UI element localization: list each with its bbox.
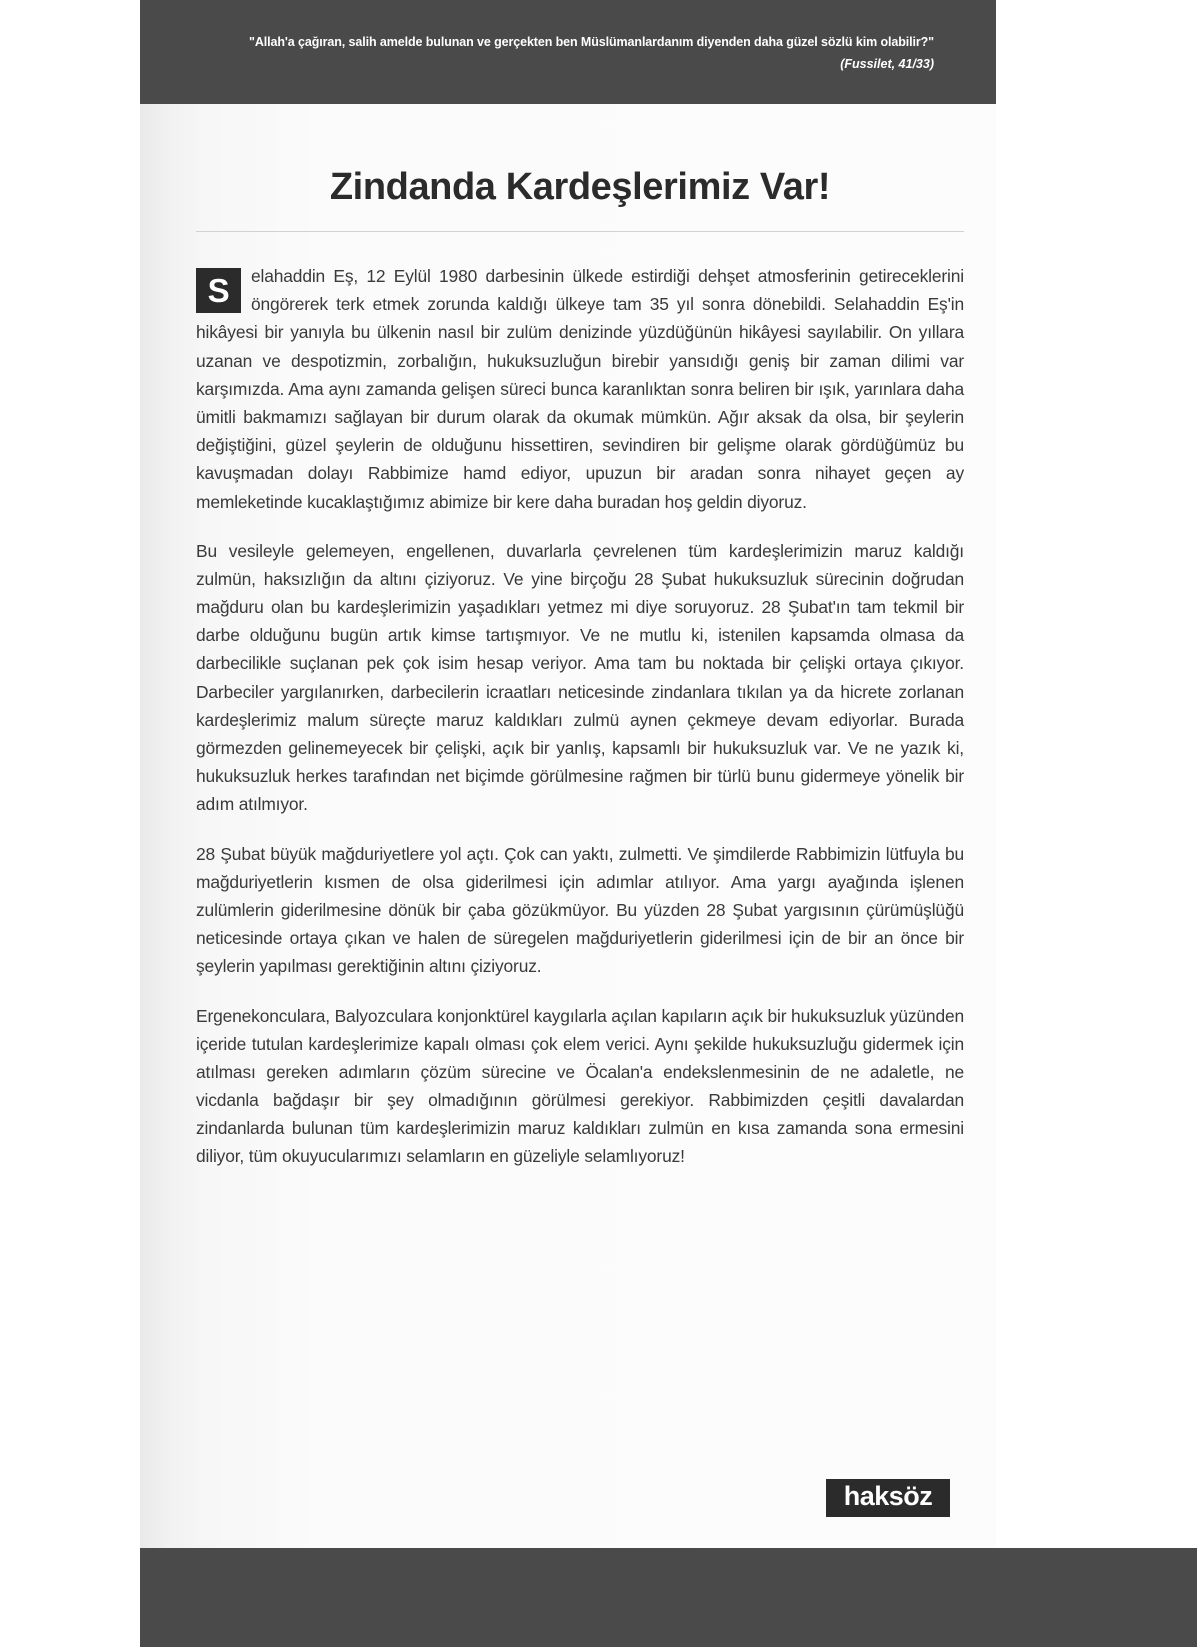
bottom-band <box>140 1548 1197 1647</box>
quote-text: "Allah'a çağıran, salih amelde bulunan ve gerçekten ben Müslümanlardanım diyenden daha güzel sözlü kim olabilir?" <box>249 35 934 50</box>
paragraph-1-text: elahaddin Eş, 12 Eylül 1980 darbesinin ülkede estirdiği dehşet atmosferinin getireceklerini öngörerek terk etmek zorunda kaldığı ülkeye tam 35 yıl sonra dönebildi. Selahaddin Eş'in hikâyesi bir yanıyla bu ülkenin nasıl bir zulüm denizinde yüzdüğünün hikâyesi sayılabilir. On yıllara uzanan ve despotizmin, zorbalığın, hukuksuzluğun birebir yansıdığı geniş bir zaman dilimi var karşımızda. Ama aynı zamanda gelişen süreci bunca karanlıktan sonra beliren bir ışık, yarınlara daha ümitli bakmamızı sağlayan bir durum olarak da okumak mümkün. Ağır aksak da olsa, bir şeylerin değiştiğini, güzel şeylerin de olduğunu hissettiren, sevindiren bir gelişme olarak gördüğümüz bu kavuşmadan dolayı Rabbimize hamd ediyor, upuzun bir aradan sonra nihayet geçen ay memleketinde kucaklaştığımız abimize bir kere daha buradan hoş geldin diyoruz. <box>196 266 964 512</box>
right-margin-strip <box>996 0 1197 1548</box>
quote-source: (Fussilet, 41/33) <box>840 56 934 71</box>
title-container <box>196 166 964 232</box>
drop-cap: S <box>196 268 241 313</box>
bottom-left-gutter <box>0 1548 140 1647</box>
page-title: Zindanda Kardeşlerimiz Var! <box>329 166 831 208</box>
paragraph-4: Ergenekonculara, Balyozculara konjonktürel kaygılarla açılan kapıların açık bir hukuksuzluk yüzünden içeride tutulan kardeşlerimize kapalı olması çok elem verici. Aynı şekilde hukuksuzluğu gidermek için atılması gereken adımların çözüm sürecine ve Öcalan'a endekslenmesinin de ne adaletle, ne vicdanla bağdaşır bir şey olmadığının görülmesi gerekiyor. Rabbimizden çeşitli davalardan zindanlarda bulunan tüm kardeşlerimizin maruz kaldıkları zulmün en kısa zamanda sona ermesini diliyor, tüm okuyucularımızı selamların en güzeliyle selamlıyoruz! <box>196 1005 965 1167</box>
paragraph-1 <box>196 262 964 516</box>
paragraph-2: Bu vesileyle gelemeyen, engellenen, duvarlarla çevrelenen tüm kardeşlerimizin maruz kaldığı zulmün, haksızlığın da altını çiziyoruz. Ve yine birçoğu 28 Şubat hukuksuzluk sürecinin doğrudan mağduru olan bu kardeşlerimizin yaşadıkları yetmez mi diye soruyoruz. 28 Şubat'ın tam tekmil bir darbe olduğunu bugün artık kimse tartışmıyor. Ve ne mutlu ki, istenilen kapsamda olmasa da darbecilikle suçlanan pek çok isim hesap veriyor. Ama tam bu noktada bir çelişki ortaya çıkıyor. Darbeciler yargılanırken, darbecilerin icraatları neticesinde zindanlara tıkılan ya da hicrete zorlanan kardeşlerimiz malum süreçte maruz kaldıkları zulmü aynen çekmeye devam ediyorlar. Burada görmezden gelinemeyecek bir çelişki, açık bir yanlış, kapsamlı bir hukuksuzluk var. Ve ne yazık ki, hukuksuzluk herkes tarafından net biçimde görülmesine rağmen bir türlü bunu gidermeye yönelik bir adım atılmıyor. <box>196 540 964 815</box>
paragraph-3: 28 Şubat büyük mağduriyetlere yol açtı. Çok can yaktı, zulmetti. Ve şimdilerde Rabbimizin lütfuyla bu mağduriyetlerin kısmen de olsa giderilmesi için adımlar atılıyor. Ama yargı ayağında işlenen zulümlerin giderilmesine dönük bir çaba gözükmüyor. Bu yüzden 28 Şubat yargısının çürümüşlüğü neticesinde ortaya çıkan ve halen de süregelen mağduriyetlerin giderilmesi için de bir an önce bir şeylerin yapılması gerektiğinin altını çiziyoruz. <box>196 843 964 977</box>
quote-banner <box>140 0 996 104</box>
article-body <box>196 262 964 1171</box>
article-content <box>196 104 964 1171</box>
haksoz-logo: haksöz <box>826 1479 950 1517</box>
